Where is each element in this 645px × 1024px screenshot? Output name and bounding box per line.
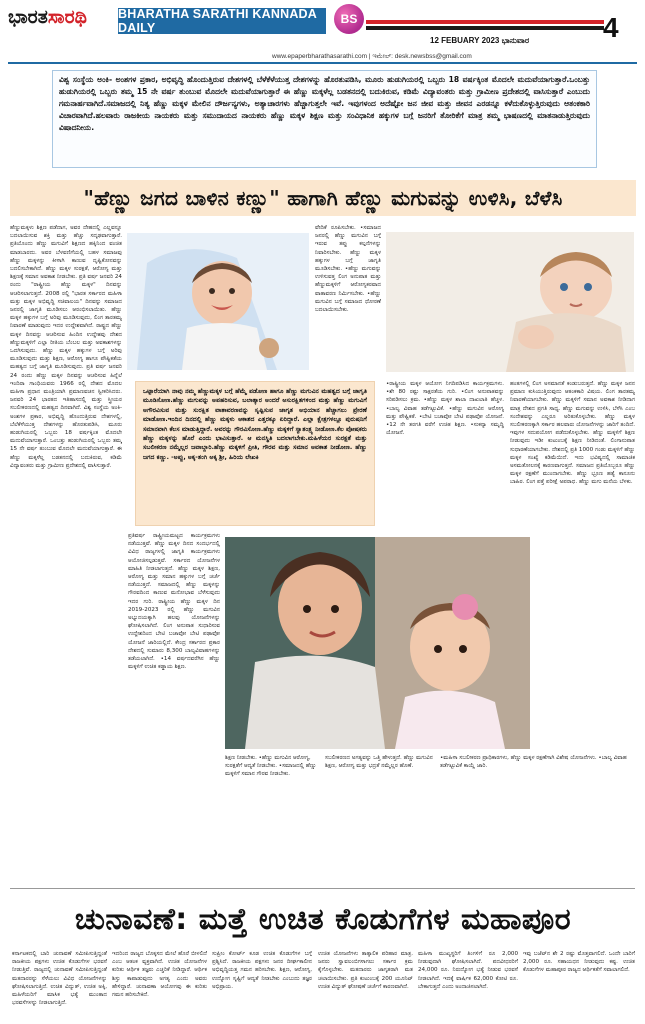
newspaper-title: BHARATHA SARATHI KANNADA DAILY: [118, 8, 326, 34]
article2-column-3: ಸುಪ್ರೀಂ ಕೋರ್ಟ್ ಕೂಡ ಉಚಿತ ಕೊಡುಗೆಗಳ ಬಗ್ಗೆ ಪ್ರಶ್ನಿಸಿದೆ. ರಾಜಕೀಯ ಪಕ್ಷಗಳು ಜನರ ದೀರ್ಘಕಾಲೀನ ಅಭಿವೃದ್ಧಿಯತ್ತ ಗಮನ ಹರಿಸಬೇಕು. ಶಿಕ್ಷಣ, ಆರೋಗ್ಯ, ಉದ್ಯೋಗ ಸೃಷ್ಟಿಗೆ ಆದ್ಯತೆ ನೀಡಬೇಕು ಎಂಬುದು ತಜ್ಞರ ಅಭಿಪ್ರಾಯ.: [212, 951, 312, 990]
headline-girl-child: "ಹೆಣ್ಣು ಜಗದ ಬಾಳಿನ ಕಣ್ಣು" ಹಾಗಾಗಿ ಹೆಣ್ಣು ಮಗುವನ್ನು ಉಳಿಸಿ, ಬೆಳೆಸಿ: [10, 180, 636, 216]
issue-date: 12 FEBUARY 2023 ಭಾನುವಾರ: [430, 36, 530, 45]
highlight-box: [135, 381, 375, 526]
article1-column-mid: ವೇದಿಕೆ ರೂಪಿಸಬೇಕು. •ಸಮಾಜದ ಜನರಲ್ಲಿ ಹೆಣ್ಣು ಮಗುವಿನ ಬಗ್ಗೆ ಇರುವ ತಪ್ಪು ಕಲ್ಪನೆಗಳನ್ನು ನಿವಾರಿಸಬೇಕು. ಹೆಣ್ಣು ಮಕ್ಕಳ ಹಕ್ಕುಗಳ ಬಗ್ಗೆ ಜಾಗೃತಿ ಮೂಡಿಸಬೇಕು. •ಹೆಣ್ಣು ಮಗುವನ್ನು ಉಳಿಸುವತ್ತ ಲಿಂಗ ಅನುಪಾತ ಮತ್ತು ಹೆಣ್ಣುಮಕ್ಕಳಿಗೆ ಆರೋಗ್ಯಕರವಾದ ವಾತಾವರಣ ನಿರ್ಮಿಸಬೇಕು. •ಹೆಣ್ಣು ಮಗುವಿನ ಬಗ್ಗೆ ಸಮಾಜದ ಧೋರಣೆ ಬದಲಾಯಿಸಬೇಕು.: [315, 225, 381, 314]
top-rule: [8, 62, 637, 64]
article2-column-2: ಇದರಿಂದ ರಾಜ್ಯದ ಬೊಕ್ಕಸದ ಮೇಲೆ ಹೊರೆ ಬೀಳಲಿದೆ ಎಂಬ ಆತಂಕ ವ್ಯಕ್ತವಾಗಿದೆ. ಉಚಿತ ಯೋಜನೆಗಳ ಕುರಿತು ಆರ್ಥಿಕ ತಜ್ಞರು ಎಚ್ಚರಿಕೆ ನೀಡಿದ್ದಾರೆ. ಆರ್ಥಿಕ ಶಿಸ್ತು ಕಾಪಾಡುವುದು ಅಗತ್ಯ ಎಂದು ಅವರು ಹೇಳಿದ್ದಾರೆ. ಚುನಾವಣಾ ಆಯೋಗವು ಈ ಕುರಿತು ಗಮನ ಹರಿಸಬೇಕಿದೆ.: [112, 951, 207, 999]
article1-column-lower-mid: ಪ್ರತಿವರ್ಷ ರಾಷ್ಟ್ರೀಯಮಟ್ಟದ ಕಾರ್ಯಕ್ರಮಗಳು ನಡೆಯುತ್ತವೆ. ಹೆಣ್ಣು ಮಕ್ಕಳ ದಿನದ ಸಂದರ್ಭದಲ್ಲಿ ವಿವಿಧ ರಾಜ್ಯಗಳಲ್ಲಿ ಜಾಗೃತಿ ಕಾರ್ಯಕ್ರಮಗಳು ಆಯೋಜಿಸಲ್ಪಡುತ್ತವೆ. ಸರ್ಕಾರದ ಯೋಜನೆಗಳ ಮಾಹಿತಿ ನೀಡಲಾಗುತ್ತದೆ. ಹೆಣ್ಣು ಮಕ್ಕಳ ಶಿಕ್ಷಣ, ಆರೋಗ್ಯ ಮತ್ತು ಸಮಾನ ಹಕ್ಕುಗಳ ಬಗ್ಗೆ ಚರ್ಚೆ ನಡೆಯುತ್ತದೆ. ಸಮಾಜದಲ್ಲಿ ಹೆಣ್ಣು ಮಕ್ಕಳನ್ನು ಗೌರವದಿಂದ ಕಾಣುವ ಮನೋಭಾವ ಬೆಳೆಸುವುದು ಇದರ ಗುರಿ. ರಾಷ್ಟ್ರೀಯ ಹೆಣ್ಣು ಮಕ್ಕಳ ದಿನ 2019-2023 ರಲ್ಲಿ ಹೆಣ್ಣು ಮಗುವಿನ ಅಭ್ಯುದಯಕ್ಕಾಗಿ ಹಲವು ಯೋಜನೆಗಳನ್ನು ಘೋಷಿಸಲಾಗಿದೆ. ಲಿಂಗ ಅನುಪಾತ ಸುಧಾರಿಸುವ ಉದ್ದೇಶದಿಂದ ಬೇಟಿ ಬಚಾವೋ ಬೇಟಿ ಪಢಾವೋ ಯೋಜನೆ ಜಾರಿಯಲ್ಲಿದೆ. ಕೇಂದ್ರ ಸರ್ಕಾರದ ಪ್ರಕಾರ ದೇಶದಲ್ಲಿ ಸುಮಾರು 8,300 ಬಾಲ್ಯವಿವಾಹಗಳನ್ನು ತಡೆಯಲಾಗಿದೆ. •14 ವರ್ಷದವರೆಗಿನ ಹೆಣ್ಣು ಮಕ್ಕಳಿಗೆ ಉಚಿತ ಕಡ್ಡಾಯ ಶಿಕ್ಷಣ.: [128, 533, 220, 671]
masthead-stripe-black: [366, 26, 604, 30]
article2-column-4: ಉಚಿತ ಯೋಜನೆಗಳು ತಾತ್ಕಾಲಿಕ ಪರಿಹಾರ ಮಾತ್ರ. ಜನರು ಸ್ವಾವಲಂಬಿಗಳಾಗಲು ಸರ್ಕಾರ ಕ್ರಮ ಕೈಗೊಳ್ಳಬೇಕು. ಮತದಾರರು ಜಾಗೃತರಾಗಿ ಮತ ಚಲಾಯಿಸಬೇಕು. ಪ್ರತಿ ಕುಟುಂಬಕ್ಕೆ 200 ಯೂನಿಟ್ ಉಚಿತ ವಿದ್ಯುತ್ ಘೋಷಣೆ ಚರ್ಚೆಗೆ ಕಾರಣವಾಗಿದೆ.: [318, 951, 413, 990]
highlight-text: ಒಟ್ಟಾರೆಯಾಗಿ ನಾವು ನಮ್ಮ ಹೆಣ್ಣುಮಕ್ಕಳ ಬಗ್ಗೆ ಹೆಮ್ಮೆ ಪಡೋಣ ಹಾಗೂ ಹೆಣ್ಣು ಮಗುವಿನ ಮಹತ್ವದ ಬಗ್ಗೆ ಜಾಗೃತಿ ಮೂಡಿಸೋಣ.ಹೆಣ್ಣು ಮಗುವನ್ನು ಅಪಹರಿಸುವ, ಬಲಾತ್ಕಾರ ಅಂದರೆ ಅಸುರಕ್ಷಿತಗಳಿಂದ ಮತ್ತು ಹೆಣ್ಣು ಮಗುವಿಗೆ ಅಗೌರವಿಸುವ ಮತ್ತು ಸುರಕ್ಷಿತ ವಾತಾವರಣವನ್ನು ಸೃಷ್ಟಿಸುವ ಜಾಗೃತ ಅಭಿಯಾನ ಹೆಚ್ಚಾಗಲು ಪ್ರೇರಣೆ ಮಾಡೋಣ.ಇಂದಿನ ದಿನದಲ್ಲಿ ಹೆಣ್ಣು ಮಕ್ಕಳು ಆಕಾಶದ ಎತ್ತರಕ್ಕೂ ಏರಿದ್ದಾರೆ. ಎಲ್ಲಾ ಕ್ಷೇತ್ರಗಳಲ್ಲೂ ಪುರುಷನಿಗೆ ಸಮಾನವಾಗಿ ಕೆಲಸ ಮಾಡುತ್ತಿದ್ದಾರೆ. ಅವರನ್ನು ಗೌರವಿಸೋಣ.ಹೆಣ್ಣು ಮಕ್ಕಳಿಗೆ ಸ್ವಾತಂತ್ರ್ಯ ನೀಡೋಣ.ಕೆಲ ಪೋಷಕರು ಹೆಣ್ಣು ಮಕ್ಕಳನ್ನು ಹೊರೆ ಎಂದು ಭಾವಿಸುತ್ತಾರೆ. ಆ ಮನಸ್ಥಿತಿ ಬದಲಾಗಬೇಕು.ಮಹಿಳೆಯರ ಸುರಕ್ಷತೆ ಮತ್ತು ಸಬಲೀಕರಣ ನಮ್ಮೆಲ್ಲರ ಜವಾಬ್ದಾರಿ.ಹೆಣ್ಣು ಮಕ್ಕಳಿಗೆ ಪ್ರೀತಿ, ಗೌರವ ಮತ್ತು ಸಮಾನ ಅವಕಾಶ ನೀಡೋಣ. ಹೆಣ್ಣು ಜಗದ ಕಣ್ಣು. -ಅಪ್ಪು, ಅಕ್ಕ-ತಂಗಿ ಅಕ್ಕ ಶ್ರೀ, ಹಿರಿಯ ಲೇಖಕಿ: [143, 388, 367, 461]
sisters-illustration: [225, 537, 530, 749]
baby-photo-1: [127, 233, 309, 370]
caption-right: •ಮಹಿಳಾ ಸಬಲೀಕರಣ ಪ್ರಾಧಿಕಾರಗಳು, ಹೆಣ್ಣು ಮಕ್ಕಳ ರಕ್ಷಣೆಗಾಗಿ ವಿಶೇಷ ಯೋಜನೆಗಳು. •ಬಾಲ್ಯ ವಿವಾಹ ತಡೆಗಟ್ಟುವಿಕೆ ಕಾಯ್ದೆ ಜಾರಿ.: [440, 755, 627, 769]
caption-left: ಶಿಕ್ಷಣ ನೀಡಬೇಕು. •ಹೆಣ್ಣು ಮಗುವಿನ ಆರೋಗ್ಯ, ಸುರಕ್ಷತೆಗೆ ಆದ್ಯತೆ ನೀಡಬೇಕು. •ಸಮಾಜದಲ್ಲಿ ಹೆಣ್ಣು ಮಕ್ಕಳಿಗೆ ಸಮಾನ ಗೌರವ ನೀಡಬೇಕು.: [225, 755, 317, 777]
article2-column-1: ಕರ್ನಾಟಕದಲ್ಲಿ ಬಾರಿ ಚುನಾವಣೆ ಸಮೀಪಿಸುತ್ತಿದ್ದಂತೆ ರಾಜಕೀಯ ಪಕ್ಷಗಳು ಉಚಿತ ಕೊಡುಗೆಗಳ ಭರವಸೆ ನೀಡುತ್ತಿವೆ. ರಾಜ್ಯದಲ್ಲಿ ಚುನಾವಣೆ ಸಮೀಪಿಸುತ್ತಿದ್ದಂತೆ ಮತದಾರರನ್ನು ಸೆಳೆಯಲು ವಿವಿಧ ಯೋಜನೆಗಳನ್ನು ಘೋಷಿಸಲಾಗುತ್ತಿದೆ. ಉಚಿತ ವಿದ್ಯುತ್, ಉಚಿತ ಅಕ್ಕಿ, ಮಹಿಳೆಯರಿಗೆ ಮಾಸಿಕ ಭತ್ಯೆ ಮುಂತಾದ ಭರವಸೆಗಳನ್ನು ನೀಡಲಾಗುತ್ತಿದೆ.: [12, 951, 107, 1007]
baby-illustration-1: [127, 233, 309, 370]
masthead-stripe-red: [366, 20, 604, 24]
baby-photo-2: [386, 232, 634, 372]
baby-illustration-2: [386, 232, 634, 372]
logo-main: ಭಾರತ: [8, 6, 48, 28]
intro-box: [52, 70, 597, 168]
bs-badge-icon: BS: [334, 4, 364, 34]
article1-column-right-a: •ರಾಷ್ಟ್ರೀಯ ಮಕ್ಕಳ ಆಯೋಗ ನಿಗದಿಪಡಿಸಿದ ಕಾರ್ಯಕ್ರಮಗಳು. •ಶೇ 80 ರಷ್ಟು ಸಾಕ್ಷರತೆಯ ಗುರಿ. •ಲಿಂಗ ಅನುಪಾತವನ್ನು ಸರಿಪಡಿಸಲು ಕ್ರಮ. •ಹೆಣ್ಣು ಮಕ್ಕಳ ಶಾಲಾ ದಾಖಲಾತಿ ಹೆಚ್ಚಳ. •ಬಾಲ್ಯ ವಿವಾಹ ತಡೆಗಟ್ಟುವಿಕೆ. •ಹೆಣ್ಣು ಮಗುವಿನ ಆರೋಗ್ಯ ಮತ್ತು ಪೌಷ್ಟಿಕತೆ. •ಬೇಟಿ ಬಚಾವೋ ಬೇಟಿ ಪಢಾವೋ ಯೋಜನೆ. •12 ನೇ ತರಗತಿ ವರೆಗೆ ಉಚಿತ ಶಿಕ್ಷಣ. •ಸುಕನ್ಯಾ ಸಮೃದ್ಧಿ ಯೋಜನೆ.: [386, 381, 504, 437]
masthead: [0, 0, 645, 52]
article1-column-left: ಹೆಣ್ಣುಮಕ್ಕಳು ಶಿಕ್ಷಣ ಪಡೆದಾಗ, ಅವರ ದೇಹದಲ್ಲಿ ಎಲ್ಲವನ್ನೂ ಬದಲಾಯಿಸುವ ಶಕ್ತಿ ಮತ್ತು ಹೆಚ್ಚು ಸದೃಢವಾಗುತ್ತಾರೆ. ಪ್ರತಿಯೊಂದು ಹೆಣ್ಣು ಮಗುವಿಗೆ ಶಿಕ್ಷಣದ ಹಕ್ಕಿನಿಂದ ವಂಚಿತ ಮಾಡಬಾರದು. ಅವರ ಬೆಳವಣಿಗೆಯಲ್ಲಿ ಬಹಳ ಸಮಾಜವು ಹೆಣ್ಣು ಮಕ್ಕಳನ್ನು ಕೀಳಾಗಿ ಕಾಣುವ ದೃಷ್ಟಿಕೋನವನ್ನು ಬದಲಿಸಬೇಕಾಗಿದೆ. ಹೆಣ್ಣು ಮಕ್ಕಳ ಸುರಕ್ಷತೆ, ಆರೋಗ್ಯ ಮತ್ತು ಶಿಕ್ಷಣಕ್ಕೆ ಸಮಾನ ಅವಕಾಶ ನೀಡಬೇಕು. ಪ್ರತಿ ವರ್ಷ ಜನವರಿ 24 ರಂದು "ರಾಷ್ಟ್ರೀಯ ಹೆಣ್ಣು ಮಕ್ಕಳ" ದಿನವನ್ನು ಆಚರಿಸಲಾಗುತ್ತದೆ. 2008 ರಲ್ಲಿ "ಭಾರತ ಸರ್ಕಾರದ ಮಹಿಳಾ ಮತ್ತು ಮಕ್ಕಳ ಅಭಿವೃದ್ಧಿ ಸಚಿವಾಲಯ" ದಿನವನ್ನು ಸಮಾಜದ ಜನರಲ್ಲಿ ಜಾಗೃತಿ ಮೂಡಿಸಲು ಆರಂಭಿಸಲಾಯಿತು. ಹೆಣ್ಣು ಮಕ್ಕಳ ಹಕ್ಕುಗಳ ಬಗ್ಗೆ ಅರಿವು ಮೂಡಿಸುವುದು, ಲಿಂಗ ತಾರತಮ್ಯ ನಿವಾರಣೆ ಮಾಡುವುದು ಇದರ ಉದ್ದೇಶವಾಗಿದೆ. ರಾಷ್ಟ್ರದ ಹೆಣ್ಣು ಮಕ್ಕಳ ದಿನವನ್ನು ಆಚರಿಸುವ ಹಿಂದಿನ ಉದ್ದೇಶವು ದೇಶದ ಹೆಣ್ಣುಮಕ್ಕಳಿಗೆ ಎಲ್ಲಾ ರೀತಿಯ ಬೆಂಬಲ ಮತ್ತು ಅವಕಾಶಗಳನ್ನು ಒದಗಿಸುವುದು. ಹೆಣ್ಣು ಮಕ್ಕಳ ಹಕ್ಕುಗಳ ಬಗ್ಗೆ ಅರಿವು ಮೂಡಿಸುವುದು ಮತ್ತು ಶಿಕ್ಷಣ, ಆರೋಗ್ಯ ಹಾಗೂ ಪೌಷ್ಟಿಕತೆಯ ಮಹತ್ವದ ಬಗ್ಗೆ ಜಾಗೃತಿ ಮೂಡಿಸುವುದು. ಪ್ರತಿ ವರ್ಷ ಜನವರಿ 24 ರಂದು ಹೆಣ್ಣು ಮಕ್ಕಳ ದಿನವನ್ನು ಆಚರಿಸುವ ಹಿನ್ನೆಲೆ ಇಂದಿರಾ ಗಾಂಧಿಯವರು 1966 ರಲ್ಲಿ ದೇಶದ ಮೊದಲ ಮಹಿಳಾ ಪ್ರಧಾನ ಮಂತ್ರಿಯಾಗಿ ಪ್ರಮಾಣವಚನ ಸ್ವೀಕರಿಸಿದರು. ಜನವರಿ 24 ಭಾರತದ ಇತಿಹಾಸದಲ್ಲಿ ಮತ್ತು ಸ್ತ್ರೀಯರ ಸಬಲೀಕರಣದಲ್ಲಿ ಮಹತ್ವದ ದಿನವಾಗಿದೆ. ವಿಶ್ವ ಸಂಸ್ಥೆಯ ಅಂಕಿ- ಅಂಶಗಳ ಪ್ರಕಾರ, ಅಭಿವೃದ್ಧಿ ಹೊಂದುತ್ತಿರುವ ದೇಶಗಳಲ್ಲಿ, ಬೆಲೆಕೆಳೆಯುತ್ತ ದೇಶಗಳನ್ನು ಹೊರತುಪಡಿಸಿ, ಮೂರು ಹುಡುಗಿಯರಲ್ಲಿ ಒಬ್ಬರು 18 ವರ್ಷಕ್ಕಿಂತ ಮೊದಲೇ ಮದುವೆಯಾಗುತ್ತಾರೆ. ಒಂಬತ್ತು ಹುಡುಗಿಯರಲ್ಲಿ ಒಬ್ಬರು ತಮ್ಮ 15 ನೇ ವರ್ಷ ತುಂಬುವ ಮೊದಲೇ ಮದುವೆಯಾಗುತ್ತಾರೆ. ಈ ಹೆಣ್ಣು ಮಕ್ಕಳೆಲ್ಲ ಬಡತನದಲ್ಲಿ ಬದುಕಿರುವ, ಕಡಿಮೆ ವಿದ್ಯಾವಂತರು ಮತ್ತು ಗ್ರಾಮೀಣ ಪ್ರದೇಶದಲ್ಲಿ ವಾಸಿಸುತ್ತಾರೆ.: [10, 225, 122, 469]
contact-line[interactable]: www.epaperbharathasarathi.com | ಇಮೇಲ್: desk.newsbss@gmail.com: [272, 53, 472, 60]
caption-mid: ಸಬಲೀಕರಣದ ಅಗತ್ಯವನ್ನು ಒತ್ತಿ ಹೇಳುತ್ತದೆ. ಹೆಣ್ಣು ಮಗುವಿನ ಶಿಕ್ಷಣ, ಆರೋಗ್ಯ ಮತ್ತು ಭದ್ರತೆ ನಮ್ಮೆಲ್ಲರ ಹೊಣೆ.: [325, 755, 433, 769]
sisters-photo: [225, 537, 530, 749]
page-number: 4: [603, 12, 619, 43]
section-divider: [10, 888, 635, 889]
newspaper-logo: [8, 6, 87, 28]
article2-column-5: ಮಹಿಳಾ ಮುಖ್ಯಸ್ಥರಿಗೆ ತಿಂಗಳಿಗೆ ರೂ 2,000 ನೀಡುವುದಾಗಿ ಘೋಷಿಸಲಾಗಿದೆ. ಪದವೀಧರರಿಗೆ 24,000 ರೂ. ನಿರುದ್ಯೋಗ ಭತ್ಯೆ ನೀಡುವ ಭರವಸೆ ನೀಡಲಾಗಿದೆ. ಇದಕ್ಕೆ ವಾರ್ಷಿಕ 62,000 ಕೋಟಿ ರೂ. ಬೇಕಾಗುತ್ತದೆ ಎಂದು ಅಂದಾಜಿಸಲಾಗಿದೆ.: [418, 951, 518, 990]
article2-column-6: ಇವು ಬಜೆಟ್‌ನ ಶೇ 2 ರಷ್ಟು ಮೊತ್ತವಾಗಲಿದೆ. ಒಂದೇ ಬಾರಿಗೆ 2,000 ರೂ. ಸಹಾಯಧನ ನೀಡುವುದು ಕಷ್ಟ. ಉಚಿತ ಕೊಡುಗೆಗಳ ಮಹಾಪೂರ ರಾಜ್ಯದ ಆರ್ಥಿಕತೆಗೆ ಸವಾಲಾಗಲಿದೆ.: [523, 951, 635, 974]
headline-election-freebies: ಚುನಾವಣೆ: ಮತ್ತೆ ಉಚಿತ ಕೊಡುಗೆಗಳ ಮಹಾಪೂರ: [74, 901, 572, 937]
article1-column-right-b: ಹಂತಗಳಲ್ಲಿ ಲಿಂಗ ಅಸಮಾನತೆ ಕಂಡುಬರುತ್ತದೆ. ಹೆಣ್ಣು ಮಕ್ಕಳ ಜನನ ಪ್ರಮಾಣ ಕುಸಿಯುತ್ತಿರುವುದು ಆತಂಕಕಾರಿ ವಿಷಯ. ಲಿಂಗ ತಾರತಮ್ಯ ನಿವಾರಣೆಯಾಗಬೇಕು. ಹೆಣ್ಣು ಮಕ್ಕಳಿಗೆ ಸಮಾನ ಅವಕಾಶ ನೀಡಿದಾಗ ಮಾತ್ರ ದೇಶದ ಪ್ರಗತಿ ಸಾಧ್ಯ. ಹೆಣ್ಣು ಮಗುವನ್ನು ಉಳಿಸಿ, ಬೆಳೆಸಿ ಎಂಬ ಸಂದೇಶವನ್ನು ಎಲ್ಲರೂ ಅರಿತುಕೊಳ್ಳಬೇಕು. ಹೆಣ್ಣು ಮಕ್ಕಳ ಸಬಲೀಕರಣಕ್ಕಾಗಿ ಸರ್ಕಾರ ಹಲವಾರು ಯೋಜನೆಗಳನ್ನು ಜಾರಿಗೆ ತಂದಿದೆ. ಇವುಗಳ ಸದುಪಯೋಗ ಪಡೆದುಕೊಳ್ಳಬೇಕು. ಹೆಣ್ಣು ಮಕ್ಕಳಿಗೆ ಶಿಕ್ಷಣ ನೀಡುವುದು ಇಡೀ ಕುಟುಂಬಕ್ಕೆ ಶಿಕ್ಷಣ ನೀಡಿದಂತೆ. ಲಿಂಗಾನುಪಾತ ಸುಧಾರಣೆಯಾಗಬೇಕು. ದೇಶದಲ್ಲಿ ಪ್ರತಿ 1000 ಗಂಡು ಮಕ್ಕಳಿಗೆ ಹೆಣ್ಣು ಮಕ್ಕಳ ಸಂಖ್ಯೆ ಕಡಿಮೆಯಿದೆ. ಇದು ಭವಿಷ್ಯದಲ್ಲಿ ಸಾಮಾಜಿಕ ಅಸಮತೋಲನಕ್ಕೆ ಕಾರಣವಾಗುತ್ತದೆ. ಸಮಾಜದ ಪ್ರತಿಯೊಬ್ಬರೂ ಹೆಣ್ಣು ಮಕ್ಕಳ ರಕ್ಷಣೆಗೆ ಮುಂದಾಗಬೇಕು. ಹೆಣ್ಣು ಭ್ರೂಣ ಹತ್ಯೆ ಕಾನೂನು ಬಾಹಿರ. ಲಿಂಗ ಪತ್ತೆ ಪರೀಕ್ಷೆ ಅಪರಾಧ. ಹೆಣ್ಣು ಮಗು ಮನೆಯ ಬೆಳಕು.: [510, 381, 635, 486]
intro-text: ವಿಶ್ವ ಸಂಸ್ಥೆಯ ಅಂಕಿ- ಅಂಶಗಳ ಪ್ರಕಾರ, ಅಭಿವೃದ್ಧಿ ಹೊಂದುತ್ತಿರುವ ದೇಶಗಳಲ್ಲಿ ಬೆಳೆಕೆಳೆಯುತ್ತ ದೇಶಗಳನ್ನು ಹೊರತುಪಡಿಸಿ, ಮೂರು ಹುಡುಗಿಯರಲ್ಲಿ ಒಬ್ಬರು 18 ವರ್ಷಕ್ಕಿಂತ ಮೊದಲೇ ಮದುವೆಯಾಗುತ್ತಾರೆ.ಒಂಬತ್ತು ಹುಡುಗಿಯರಲ್ಲಿ ಒಬ್ಬರು ತಮ್ಮ 15 ನೇ ವರ್ಷ ತುಂಬುವ ಮೊದಲೇ ಮದುವೆಯಾಗುತ್ತಾರೆ ಈ ಹೆಣ್ಣು ಮಕ್ಕಳೆಲ್ಲ ಬಡತನದಲ್ಲಿ ಬದುಕಿರುವ, ಕಡಿಮೆ ವಿದ್ಯಾವಂತರು ಮತ್ತು ಗ್ರಾಮೀಣ ಪ್ರದೇಶದಲ್ಲಿ ವಾಸಿಸುತ್ತಾರೆ ಎಂಬುದು ಗಮನಾರ್ಹವಾಗಿದೆ.ಸಮಾಜದಲ್ಲಿ ನಿತ್ಯ ಹೆಣ್ಣು ಮಕ್ಕಳ ಮೇಲಿನ ದೌರ್ಜನ್ಯಗಳು, ಅತ್ಯಾಚಾರಗಳು ಹೆಚ್ಚಾಗುತ್ತಲೇ ಇವೆ. ಇವುಗಳಂದ ಅದೆಷ್ಟೋ ಜನ ಜೀವ ಮತ್ತು ಜೀವನ ಎರಡನ್ನೂ ಕಳೆದುಕೊಳ್ಳುತ್ತಿರುವುದು ಆತಂಕಕಾರಿ ವಿಚಾರವಾಗಿದೆ.ಹಲವಾರು ರಾಜಕೀಯ ನಾಯಕರು ಮತ್ತು ಸಮುದಾಯದ ನಾಯಕರು ಹೆಣ್ಣು ಮಕ್ಕಳ ಶಿಕ್ಷಣ ಮತ್ತು ಸಂವಿಧಾನಿಕ ಹಕ್ಕುಗಳ ಬಗ್ಗೆ ಜನರಿಗೆ ತೋರಿಕೆಗೆ ಮಾತ್ರ ತಮ್ಮ ಭಾಷಣದಲ್ಲಿ ಮಾತನಾಡುತ್ತಿರುವುದು ವಿಷಾದನೀಯ.: [59, 75, 590, 132]
logo-accent: ಸಾರಥಿ: [47, 6, 87, 28]
